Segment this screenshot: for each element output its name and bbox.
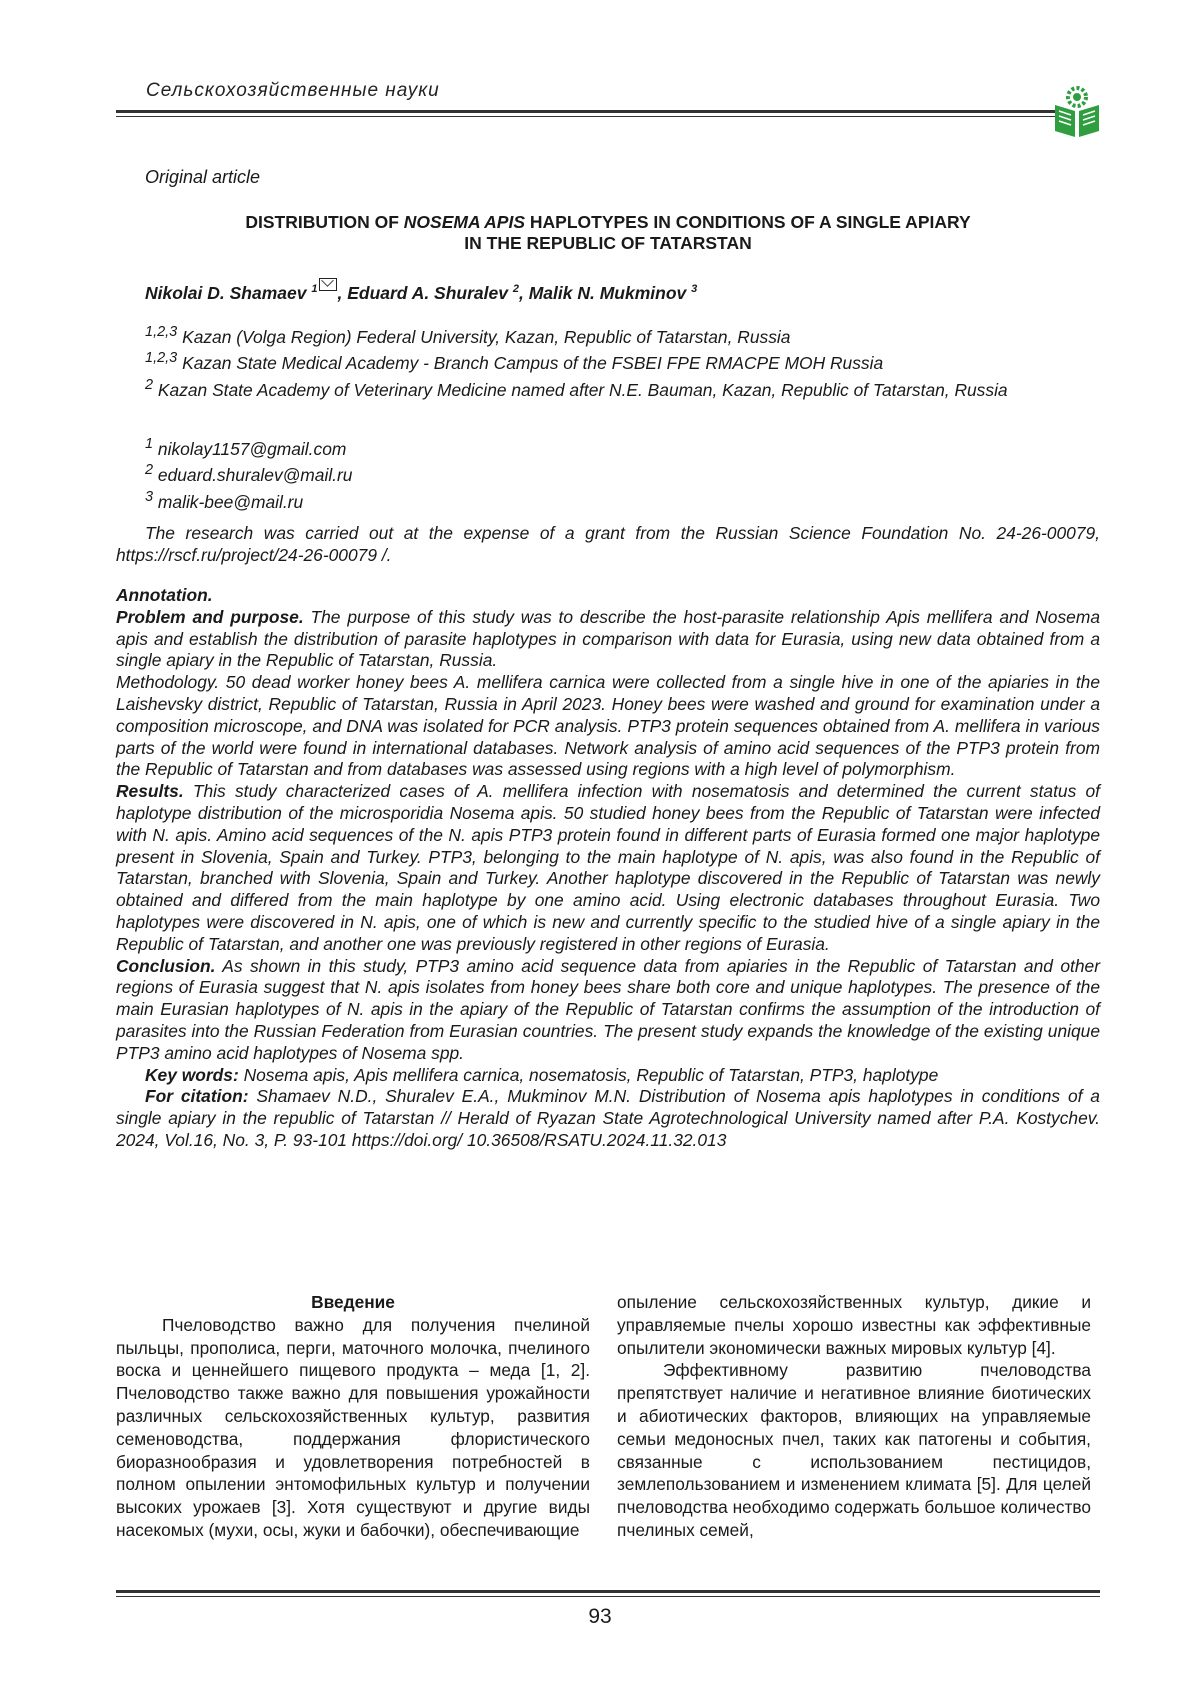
email-item[interactable]: $^1$ nikolay1157@gmail.com bbox=[145, 436, 347, 459]
author-name: Nikolai D. Shamaev bbox=[145, 282, 307, 303]
body-paragraph: опыление сельскохозяйственных культур, дикие и управляемые пчелы хорошо известны как эффективные опылители экономически важных мировых культур [4]. bbox=[617, 1292, 1091, 1358]
page-number: 93 bbox=[588, 1605, 612, 1628]
email-item[interactable]: $^2$ eduard.shuralev@mail.ru bbox=[145, 462, 353, 486]
author-name: Eduard A. Shuralev bbox=[347, 282, 508, 303]
author-sup: 3 bbox=[691, 283, 698, 295]
title-part2: HAPLOTYPES IN CONDITIONS OF A SINGLE APIARY bbox=[525, 212, 971, 232]
author-sup: 1 bbox=[311, 283, 318, 295]
header-rule bbox=[116, 110, 1060, 113]
body-column-left bbox=[116, 1291, 590, 1542]
article-type: Original article bbox=[145, 167, 261, 187]
body-paragraph: Пчеловодство важно для получения пчелиной пыльцы, прополиса, перги, маточного молочка, пчелиного воска и ценнейшего пищевого продукта – меда [1, 2]. Пчеловодство также важно для повышения урожайности различных сельскохозяйственных культур, развития семеноводства, поддержания флористического биоразнообразия и удовлетворения потребностей в полном опылении энтомофильных культур и получении высоких урожаев [3]. Хотя существуют и другие виды насекомых (мухи, осы, жуки и бабочки), обеспечивающие bbox=[116, 1314, 590, 1540]
article-title bbox=[116, 212, 1100, 254]
citation: For citation: Shamaev N.D., Shuralev E.A., Mukminov M.N. Distribution of Nosema apis haplotypes in conditions of a single apiary in the republic of Tatarstan // Herald of Ryazan State Agrotechnological University named after P.A. Kostychev. 2024, Vol.16, No. 3, P. 93-101 https://doi.org/ 10.36508/RSATU.2024.11.32.013 bbox=[116, 1086, 1100, 1150]
intro-heading: Введение bbox=[311, 1292, 395, 1312]
author-list: Nikolai D. Shamaev $^1$ , Eduard A. Shuralev $^2$, Malik N. Mukminov $^3$ bbox=[145, 279, 1129, 304]
journal-section-title: Сельскохозяйственные науки bbox=[146, 80, 440, 101]
affiliation-item: $^{1,2,3}$ Kazan State Medical Academy - Branch Campus of the FSBEI FPE RMACPE MOH Russia bbox=[145, 350, 884, 374]
title-part1: DISTRIBUTION OF bbox=[245, 212, 404, 232]
annotation-problem: Problem and purpose. The purpose of this study was to describe the host-parasite relationship Apis mellifera and Nosema apis and establish the distribution of parasite haplotypes in comparison with data for Eurasia, using new data obtained from a single apiary in the Republic of Tatarstan, Russia. bbox=[116, 606, 1100, 671]
affiliation-item: $^{1,2,3}$ Kazan (Volga Region) Federal University, Kazan, Republic of Tatarstan, Russia bbox=[145, 324, 791, 347]
body-column-right bbox=[617, 1291, 1091, 1542]
annotation-methodology: Methodology. 50 dead worker honey bees A. mellifera carnica were collected from a single hive in one of the apiaries in the Laishevsky district, Republic of Tatarstan, Russia in April 2023. Honey bees were washed and ground for examination under a composition microscope, and DNA was isolated for PCR analysis. PTP3 protein sequences obtained from A. mellifera in various parts of the world were found in international databases. Network analysis of amino acid sequences of the PTP3 protein from the Republic of Tatarstan and from databases was assessed using regions with a high level of polymorphism. bbox=[116, 672, 1100, 780]
author-sup: 2 bbox=[512, 283, 519, 295]
title-italic-species: NOSEMA APIS bbox=[403, 212, 526, 232]
funding-note: The research was carried out at the expense of a grant from the Russian Science Foundation No. 24-26-00079, https://rscf.ru/project/24-26-00079 /. bbox=[116, 523, 1100, 565]
envelope-icon bbox=[319, 278, 337, 291]
title-line2: IN THE REPUBLIC OF TATARSTAN bbox=[464, 233, 752, 253]
footer-rule-thin bbox=[116, 1596, 1100, 1597]
email-item[interactable]: $^3$ malik-bee@mail.ru bbox=[145, 488, 304, 512]
annotation bbox=[116, 585, 1100, 1152]
body-paragraph: Эффективному развитию пчеловодства препятствует наличие и негативное влияние биотических и абиотических факторов, влияющих на управляемые семьи медоносных пчел, таких как патогены и события, связанные с использованием пестицидов, землепользованием и изменением климата [5]. Для целей пчеловодства необходимо содержать большое количество пчелиных семей, bbox=[617, 1360, 1091, 1540]
page-header bbox=[116, 76, 1096, 136]
affiliations bbox=[116, 322, 1100, 401]
annotation-results: Results. This study characterized cases of A. mellifera infection with nosematosis and determined the current status of haplotype distribution of the microsporidia Nosema apis. 50 studied honey bees from the Republic of Tatarstan were infected with N. apis. Amino acid sequences of the N. apis PTP3 protein found in different parts of Eurasia formed one major haplotype present in Slovenia, Spain and Turkey. PTP3, belonging to the main haplotype of N. apis, was also found in the Republic of Tatarstan, branched with Slovenia, Spain and Turkey. Another haplotype discovered in the Republic of Tatarstan was newly obtained and differed from the main haplotype by one amino acid. Using electronic databases throughout Eurasia. Two haplotypes were discovered in N. apis, one of which is new and currently specific to the studied hive of a single apiary in the Republic of Tatarstan, and another one was previously registered in other regions of Eurasia. bbox=[116, 781, 1100, 954]
author-emails bbox=[145, 434, 1129, 513]
footer-rule bbox=[116, 1590, 1100, 1593]
author-name: Malik N. Mukminov bbox=[528, 282, 687, 303]
affiliation-item: $^2$ Kazan State Academy of Veterinary Medicine named after N.E. Bauman, Kazan, Republic of Tatarstan, Russia bbox=[145, 376, 1008, 400]
journal-book-gear-logo-icon bbox=[1051, 83, 1103, 139]
keywords: Key words: Nosema apis, Apis mellifera carnica, nosematosis, Republic of Tatarstan, PTP3, haplotype bbox=[145, 1064, 939, 1085]
annotation-conclusion: Conclusion. As shown in this study, PTP3 amino acid sequence data from apiaries in the Republic of Tatarstan and other regions of Eurasia suggest that N. apis isolates from honey bees share both core and unique haplotypes. The presence of the main Eurasian haplotypes of N. apis in the apiary of the Republic of Tatarstan confirms the assumption of the introduction of parasites into the Russian Federation from Eurasian countries. The present study expands the knowledge of the existing unique PTP3 amino acid haplotypes of Nosema spp. bbox=[116, 955, 1100, 1063]
annotation-heading: Annotation. bbox=[116, 585, 213, 605]
header-rule-thin bbox=[116, 116, 1060, 117]
